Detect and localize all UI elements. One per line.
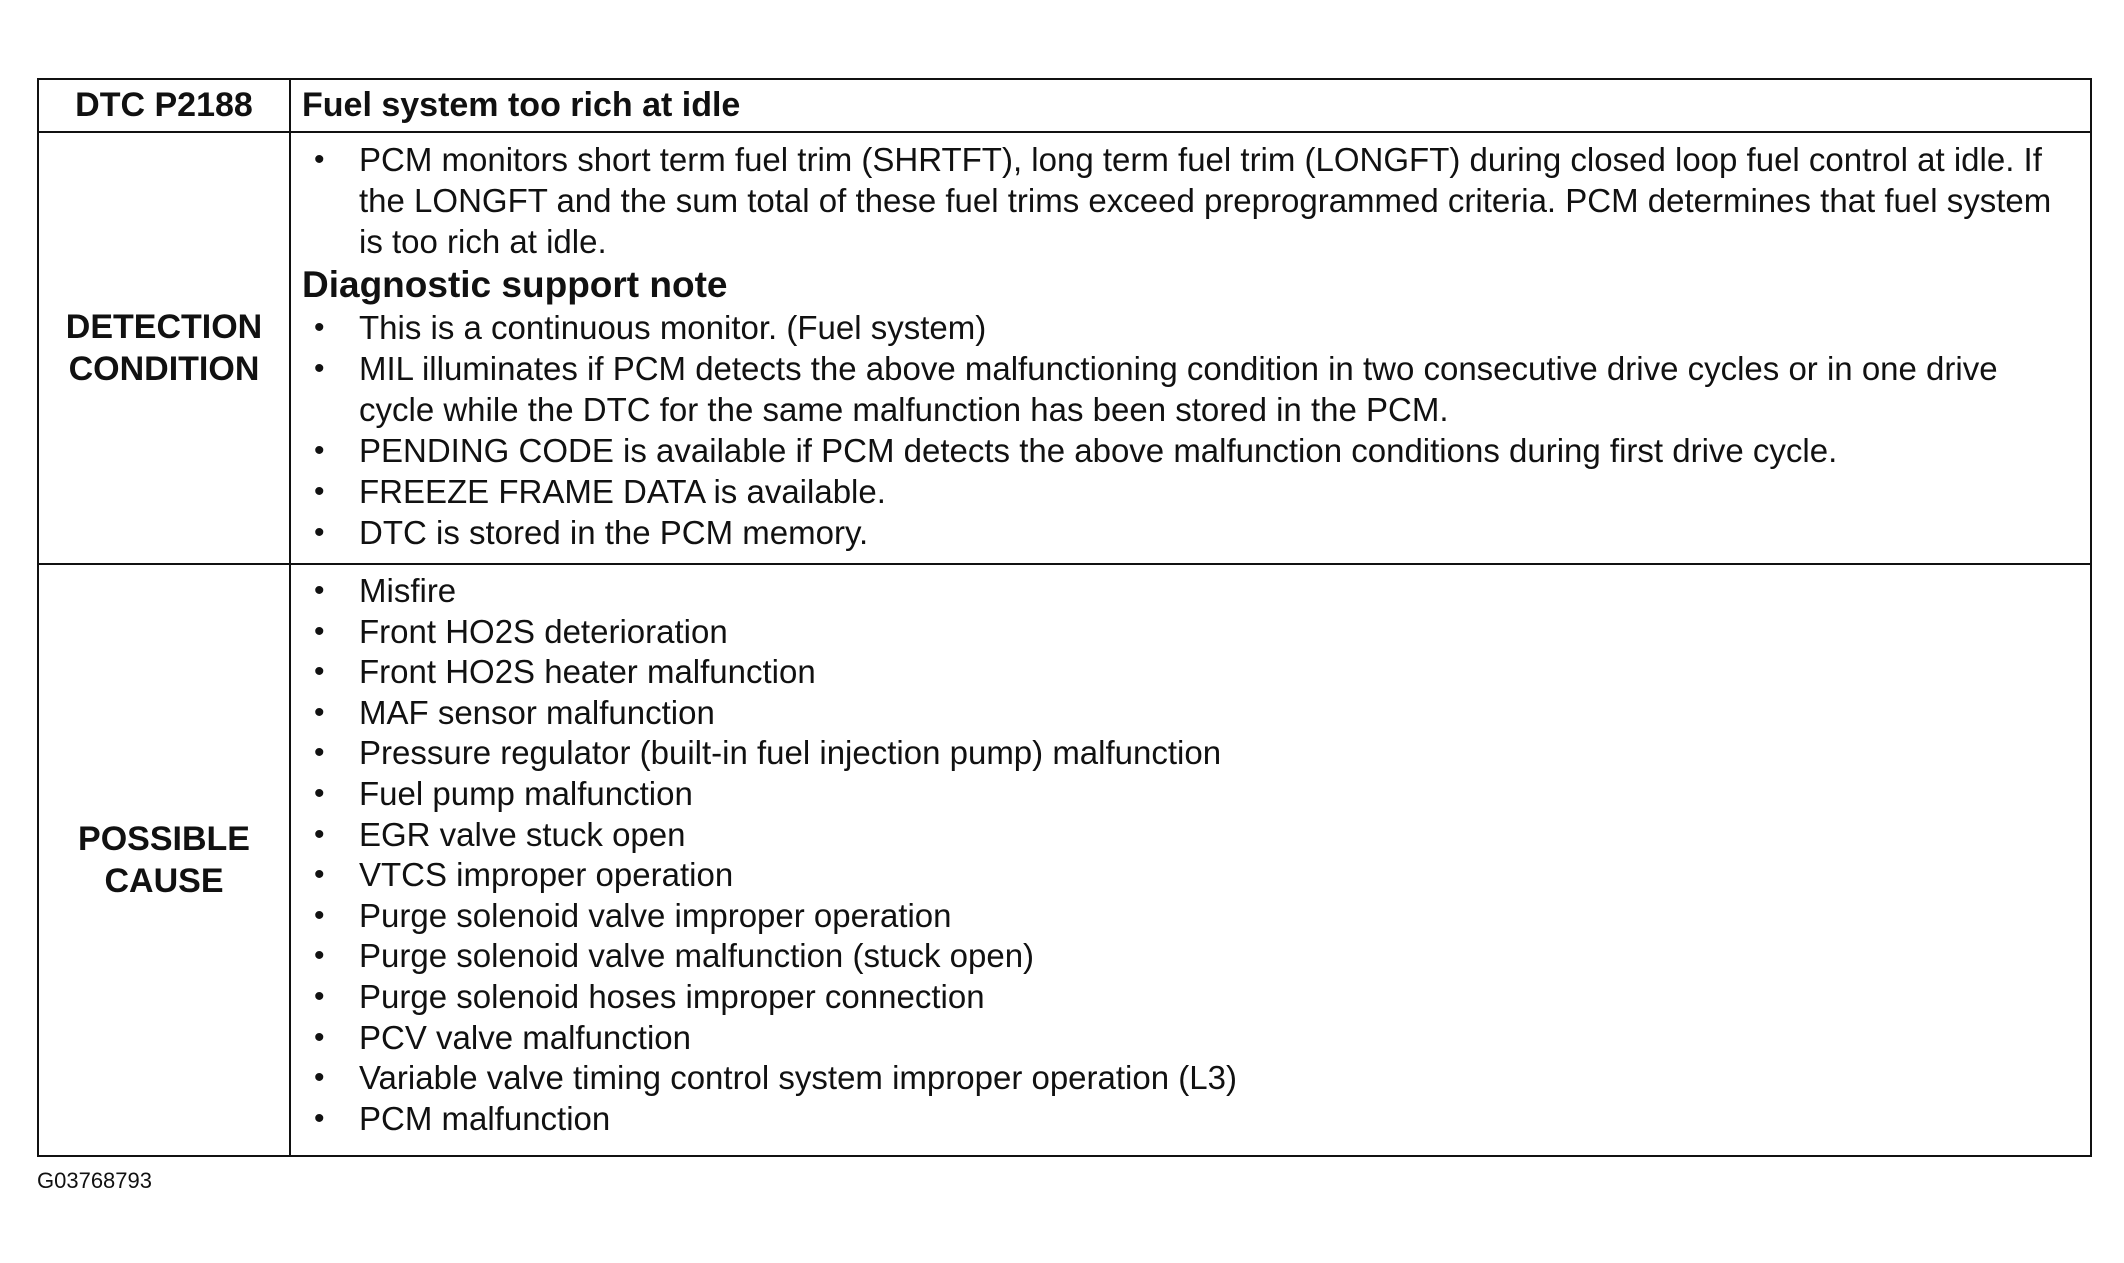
list-item: • Purge solenoid valve malfunction (stuck open) xyxy=(302,936,2072,977)
diagnostic-support-list xyxy=(302,307,2072,553)
list-item: • PENDING CODE is available if PCM detects the above malfunction conditions during first drive cycle. xyxy=(302,430,2072,471)
list-item: • Purge solenoid hoses improper connection xyxy=(302,977,2072,1018)
possible-cause-list xyxy=(302,571,2072,1139)
dtc-table xyxy=(37,78,2092,1157)
list-item: • Front HO2S heater malfunction xyxy=(302,652,2072,693)
dtc-title: Fuel system too rich at idle xyxy=(290,79,2091,132)
list-item: • Variable valve timing control system improper operation (L3) xyxy=(302,1058,2072,1099)
list-item: • DTC is stored in the PCM memory. xyxy=(302,512,2072,553)
list-item: • PCM malfunction xyxy=(302,1099,2072,1140)
detection-intro-list xyxy=(302,139,2072,262)
list-item: • Misfire xyxy=(302,571,2072,612)
list-item: • FREEZE FRAME DATA is available. xyxy=(302,471,2072,512)
list-item: • Purge solenoid valve improper operation xyxy=(302,896,2072,937)
list-item: • Front HO2S deterioration xyxy=(302,612,2072,653)
detection-condition-label xyxy=(38,132,290,564)
detection-label-line1: DETECTION xyxy=(65,308,263,346)
list-item: • VTCS improper operation xyxy=(302,855,2072,896)
list-item: • This is a continuous monitor. (Fuel system) xyxy=(302,307,2072,348)
detection-label-line2: CONDITION xyxy=(68,350,260,388)
list-item: • PCM monitors short term fuel trim (SHRTFT), long term fuel trim (LONGFT) during closed loop fuel control at idle. If the LONGFT and the sum total of these fuel trims exceed preprogrammed criteria. PCM determines that fuel system is too rich at idle. xyxy=(302,139,2072,262)
list-item: • MIL illuminates if PCM detects the above malfunctioning condition in two consecutive drive cycles or in one drive cycle while the DTC for the same malfunction has been stored in the PCM. xyxy=(302,348,2072,430)
list-item: • Fuel pump malfunction xyxy=(302,774,2072,815)
list-item: • PCV valve malfunction xyxy=(302,1018,2072,1059)
possible-cause-row xyxy=(38,564,2091,1156)
figure-id: G03768793 xyxy=(37,1168,152,1193)
diagnostic-support-heading: Diagnostic support note xyxy=(302,264,728,305)
header-row xyxy=(38,79,2091,132)
dtc-code: DTC P2188 xyxy=(38,79,290,132)
detection-condition-row xyxy=(38,132,2091,564)
possible-cause-label xyxy=(38,564,290,1156)
cause-label-line2: CAUSE xyxy=(104,862,224,900)
list-item: • MAF sensor malfunction xyxy=(302,693,2072,734)
list-item: • Pressure regulator (built-in fuel injection pump) malfunction xyxy=(302,733,2072,774)
possible-cause-body xyxy=(290,564,2091,1156)
list-item: • EGR valve stuck open xyxy=(302,815,2072,856)
detection-condition-body xyxy=(290,132,2091,564)
cause-label-line1: POSSIBLE xyxy=(78,820,250,858)
